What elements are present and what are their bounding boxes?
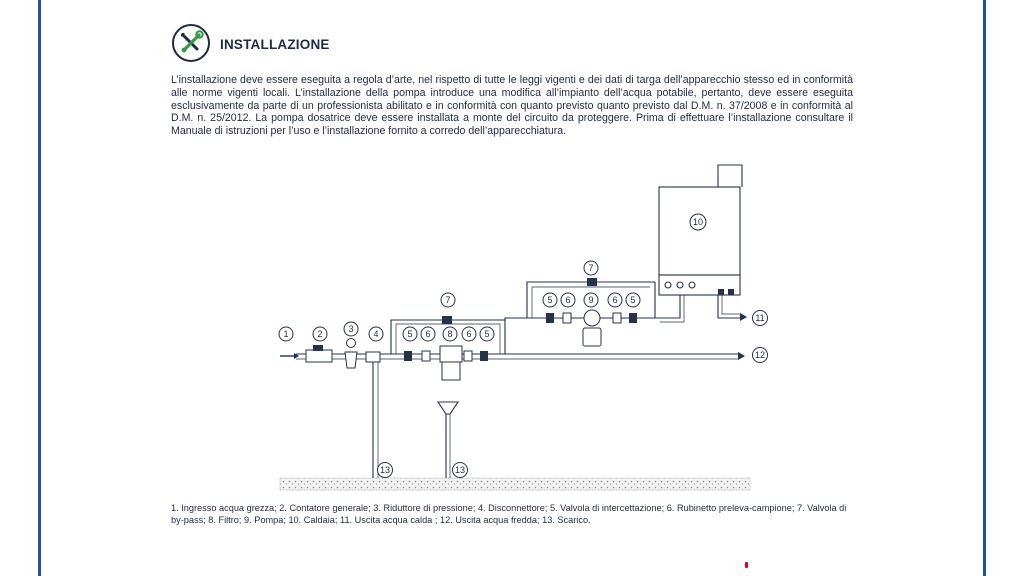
label-7: 7 (445, 295, 451, 305)
label-5: 5 (547, 295, 553, 305)
tap-6a (422, 351, 430, 361)
label-10: 10 (692, 217, 704, 227)
ground-strip (280, 478, 750, 490)
label-2: 2 (317, 329, 323, 339)
pressure-reducer (345, 352, 357, 368)
drain-funnel (438, 402, 458, 414)
hot-outlet-pipe (718, 295, 740, 318)
label-3: 3 (348, 324, 354, 334)
outlet-arrow-12 (738, 352, 745, 360)
label-4: 4 (373, 329, 379, 339)
intro-paragraph: L’installazione deve essere eseguita a regola d’arte, nel rispetto di tutte le leggi vigenti e dei dati di targa dell’apparecchio stesso ed in conformità alle norme vigenti locali. L’installazione della pompa introduce una modifica all’impianto dell’acqua potabile, pertanto, deve essere eseguita esclusivamente da parte di un professionista abilitato e in conformità con quanto previsto quanto previsto dal D.M. n. 37/2008 e in conformità al D.M. n. 25/2012. La pompa dosatrice deve essere installata a monte del circuito da proteggere. Prima di effettuare l’installazione consultare il Manuale di istruzioni per l’uso e l’installazione fornito a corredo dell’apparecchiatura. (171, 74, 853, 138)
valve-5d (629, 313, 637, 323)
bypass-valve-7b (587, 278, 597, 286)
label-5: 5 (407, 329, 413, 339)
tap-6d (613, 313, 621, 323)
label-6: 6 (612, 295, 618, 305)
label-6: 6 (466, 329, 472, 339)
meter (306, 350, 332, 362)
tap-6c (563, 313, 571, 323)
valve-5c (546, 313, 554, 323)
label-13: 13 (379, 465, 391, 475)
label-13: 13 (454, 465, 466, 475)
bypass-valve-7a (442, 316, 452, 324)
outlet-arrow-11 (740, 313, 747, 321)
tap-6b (464, 351, 472, 361)
filter (440, 346, 462, 362)
valve-5a (404, 351, 412, 361)
label-8: 8 (447, 329, 453, 339)
label-5: 5 (630, 295, 636, 305)
valve-5b (480, 351, 488, 361)
label-5: 5 (484, 329, 490, 339)
pump (584, 310, 600, 326)
label-1: 1 (283, 329, 289, 339)
label-12: 12 (754, 350, 766, 360)
label-11: 11 (755, 313, 765, 323)
boiler-flue (718, 165, 742, 187)
section-title: INSTALLAZIONE (220, 37, 330, 52)
label-7: 7 (588, 263, 594, 273)
label-6: 6 (425, 329, 431, 339)
red-mark (745, 562, 748, 568)
label-9: 9 (588, 295, 594, 305)
disconnector (366, 352, 380, 362)
legend: 1. Ingresso acqua grezza; 2. Contatore generale; 3. Riduttore di pressione; 4. Disconnettore; 5. Valvola di intercettazione; 6. Rubinetto preleva-campione; 7. Valvola di by-pass; 8. Filtro; 9. Pompa; 10. Caldaia; 11. Uscita acqua calda ; 12. Uscita acqua fredda; 13. Scarico. (171, 503, 847, 525)
label-6: 6 (565, 295, 571, 305)
boiler-body (659, 187, 740, 275)
